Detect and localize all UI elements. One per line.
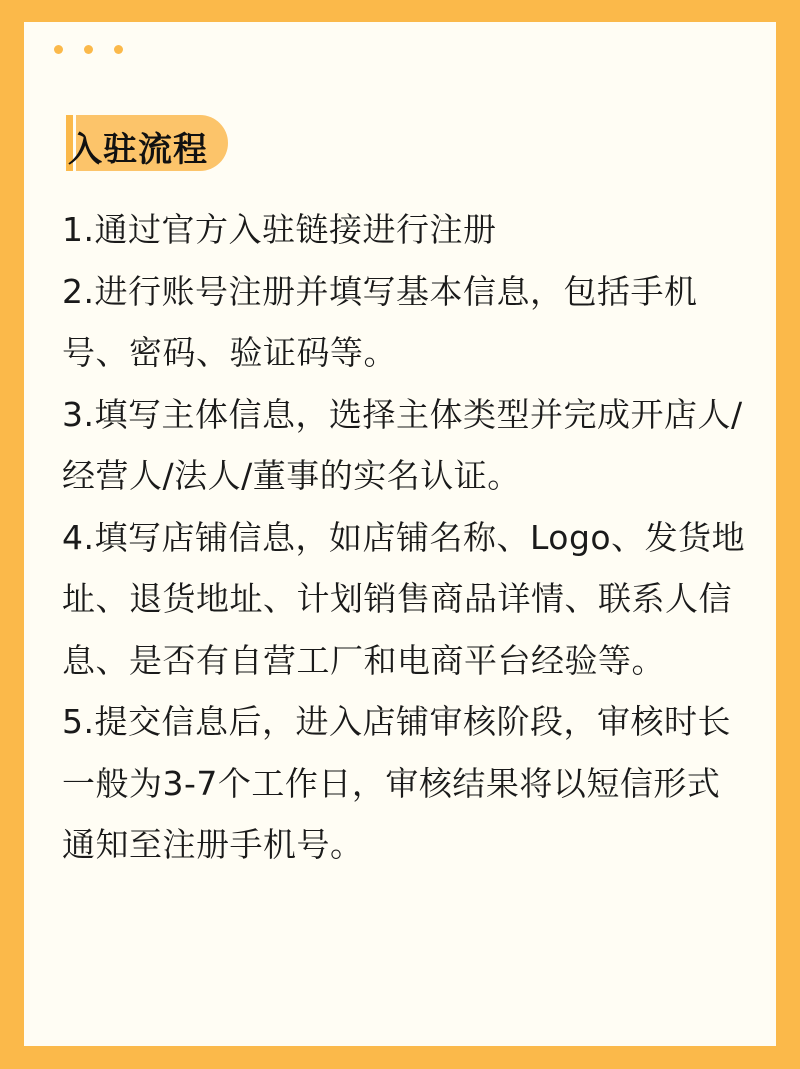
content-card (24, 22, 776, 1046)
step-4: 4.填写店铺信息，如店铺名称、Logo、发货地址、退货地址、计划销售商品详情、联系人信息、是否有自营工厂和电商平台经验等。 (62, 517, 746, 680)
step-3: 3.填写主体信息，选择主体类型并完成开店人/经营人/法人/董事的实名认证。 (62, 394, 743, 495)
dot-icon (114, 45, 123, 54)
step-5: 5.提交信息后，进入店铺审核阶段，审核时长一般为3-7个工作日，审核结果将以短信形式通知至注册手机号。 (62, 702, 731, 864)
decorative-dots (54, 45, 123, 54)
steps-list (62, 199, 752, 876)
page-title: 入驻流程 (68, 130, 208, 170)
dot-icon (54, 45, 63, 54)
step-2: 2.进行账号注册并填写基本信息，包括手机号、密码、验证码等。 (62, 271, 698, 372)
dot-icon (84, 45, 93, 54)
step-1: 1.通过官方入驻链接进行注册 (62, 210, 497, 249)
